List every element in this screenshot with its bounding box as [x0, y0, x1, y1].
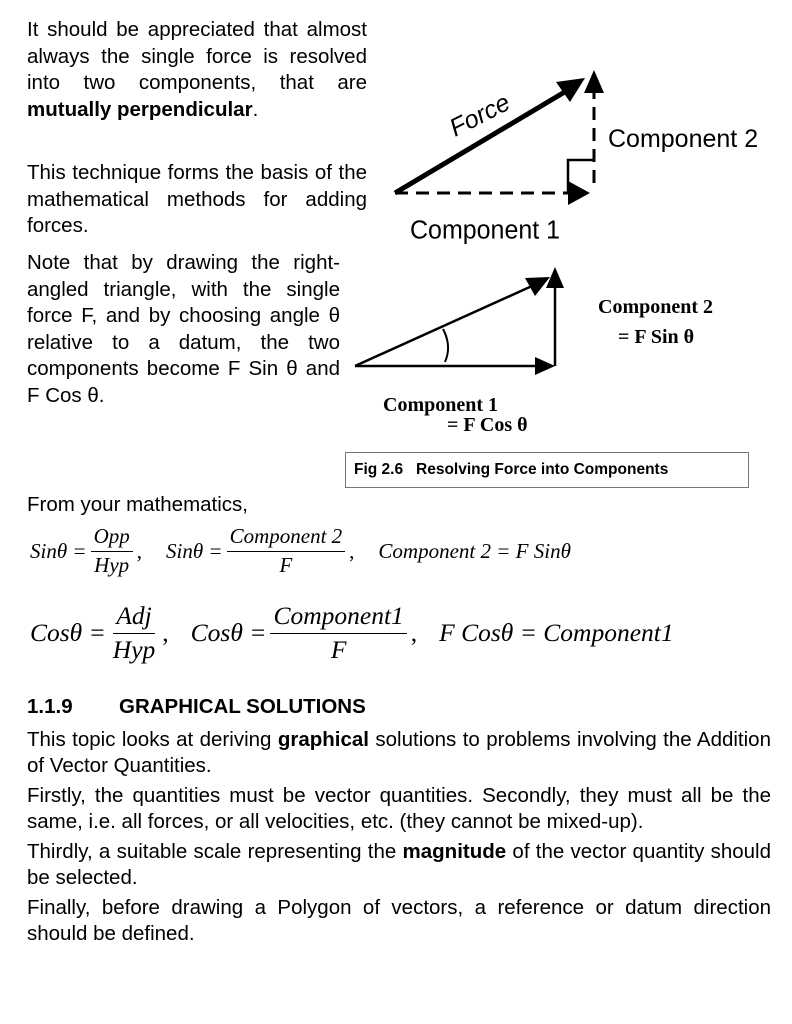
component1-title: Component 1	[383, 394, 499, 416]
intro-bold-text: mutually perpendicular	[27, 97, 253, 121]
body-paragraph-2: Firstly, the quantities must be vector quantities. Secondly, they must all be the same, i.e. all forces, or all velocities, etc. (they cannot be mixed-up).	[27, 784, 771, 833]
section-heading	[27, 695, 366, 719]
body-paragraph-3	[27, 839, 771, 891]
fraction-denominator: Hyp	[112, 634, 156, 664]
body-text: solutions to problems involving the Addition of Vector Quantities.	[27, 728, 771, 777]
intro-text-end: .	[252, 97, 259, 121]
triangle-diagram	[345, 258, 765, 438]
theta-angle-arc	[443, 329, 448, 362]
fraction-numerator: Component 2	[227, 525, 346, 551]
cos-lhs-1: Cosθ =	[30, 618, 106, 647]
sine-equations: Sinθ = $\frac{\text{Opp}}{\text{Hyp}}$ , Sinθ = $\frac{\text{Component 2}}{F}$ , Component 2 = F Sinθ	[30, 524, 571, 577]
component2-label: Component 2	[608, 125, 759, 153]
cosine-equations: Cosθ = $\frac{\text{Adj}}{\text{Hyp}}$ , Cosθ = $\frac{\text{Component1}}{F}$ , F Cosθ = Component1	[30, 601, 674, 664]
adj-over-hyp-fraction	[110, 602, 158, 663]
body-paragraph-1	[27, 727, 771, 779]
component2-arrowhead	[584, 70, 604, 93]
fraction-numerator: Opp	[91, 525, 133, 551]
body-bold-text: graphical	[277, 728, 369, 751]
component2-title: Component 2	[598, 296, 714, 318]
component2-formula: = F Sin θ	[618, 326, 695, 348]
component1-equation: F Cosθ = Component1	[439, 618, 674, 647]
component1-formula: = F Cos θ	[447, 414, 528, 436]
body-paragraph-4: Finally, before drawing a Polygon of vectors, a reference or datum direction should be defined.	[27, 896, 771, 945]
fraction-numerator: Adj	[113, 602, 154, 633]
force-components-diagram	[380, 55, 780, 250]
intro-paragraph	[27, 17, 367, 123]
figure-caption: Fig 2.6 Resolving Force into Components	[354, 461, 669, 478]
component1-over-f-fraction	[270, 602, 406, 663]
fraction-denominator: F	[279, 552, 293, 577]
base-arrowhead	[535, 357, 555, 375]
fraction-denominator: F	[330, 634, 347, 664]
component2-over-f-fraction	[227, 525, 346, 576]
force-arrowhead	[556, 78, 585, 102]
sin-lhs-1: Sinθ =	[30, 538, 87, 563]
body-bold-text: magnitude	[402, 840, 507, 863]
lead-sentence: From your mathematics,	[27, 493, 248, 516]
component1-arrowhead	[568, 181, 590, 205]
force-label: Force	[445, 88, 515, 143]
component2-equation: Component 2 = F Sinθ	[378, 538, 571, 563]
fraction-numerator: Component1	[270, 602, 406, 633]
cos-lhs-2: Cosθ =	[190, 618, 267, 647]
body-text: of the vector quantity should be selected.	[27, 840, 772, 889]
fraction-denominator: Hyp	[94, 552, 130, 577]
section-title: GRAPHICAL SOLUTIONS	[119, 695, 366, 718]
triangle-note-paragraph: Note that by drawing the right-angled triangle, with the single force F, and by choosing angle θ relative to a datum, the two components become F Sin θ and F Cos θ.	[27, 251, 340, 407]
section-number: 1.1.9	[27, 695, 73, 718]
body-text: Thirdly, a suitable scale representing the	[27, 840, 403, 863]
sin-lhs-2: Sinθ =	[166, 538, 223, 563]
technique-paragraph: This technique forms the basis of the mathematical methods for adding forces.	[27, 161, 367, 237]
body-text: This topic looks at deriving	[27, 728, 278, 751]
figure-caption-box	[345, 452, 749, 488]
intro-text: It should be appreciated that almost always the single force is resolved into two components, that are	[27, 18, 367, 94]
opp-over-hyp-fraction	[91, 525, 133, 576]
component1-label: Component 1	[410, 216, 561, 245]
force-hypotenuse	[355, 286, 532, 366]
section-body	[27, 727, 771, 951]
